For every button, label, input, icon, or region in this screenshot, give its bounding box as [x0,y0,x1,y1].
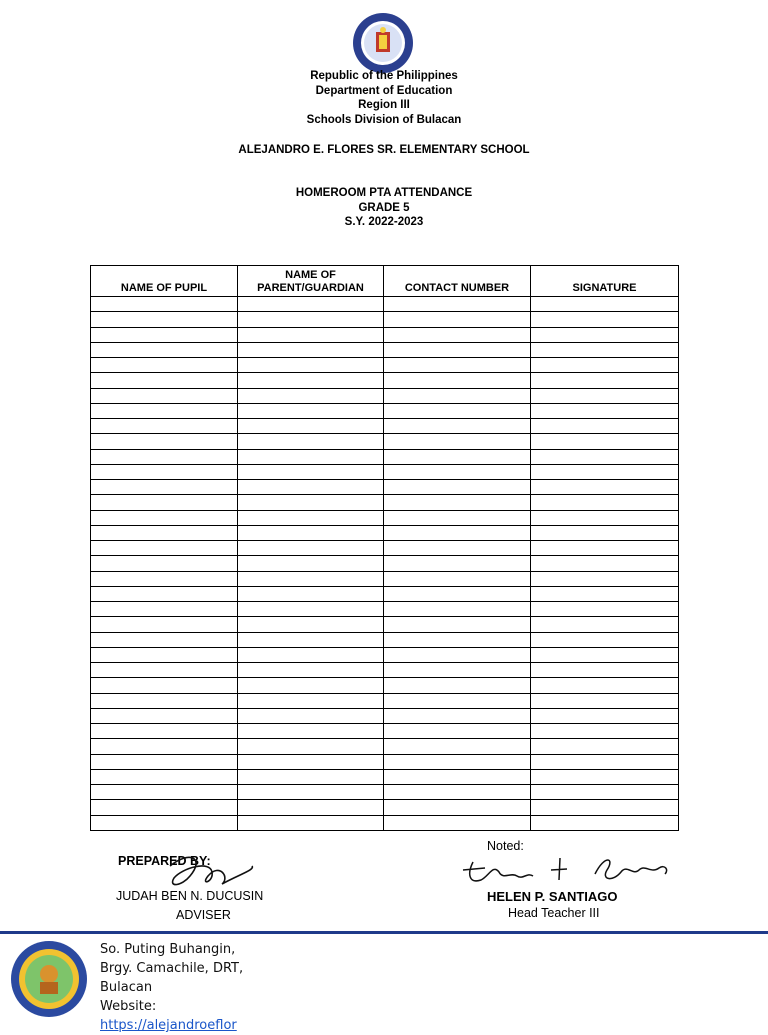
signature-cell [531,785,679,800]
table-header-row [91,266,679,297]
signature-cell [531,632,679,647]
table-row [91,708,679,723]
signature-cell [531,434,679,449]
parent-cell [238,388,384,403]
contact-cell [384,342,531,357]
table-row [91,480,679,495]
parent-cell [238,678,384,693]
parent-cell [238,510,384,525]
parent-cell [238,556,384,571]
contact-cell [384,403,531,418]
signature-cell [531,541,679,556]
table-row [91,571,679,586]
pupil-cell [91,769,238,784]
table-row [91,541,679,556]
parent-cell [238,358,384,373]
parent-cell [238,708,384,723]
address-line-3: Bulacan [100,980,153,995]
signature-cell [531,586,679,601]
table-row [91,342,679,357]
contact-cell [384,632,531,647]
parent-cell [238,769,384,784]
form-title: HOMEROOM PTA ATTENDANCE [295,187,473,199]
contact-cell [384,388,531,403]
pupil-cell [91,708,238,723]
pupil-cell [91,495,238,510]
signature-cell [531,708,679,723]
parent-cell [238,693,384,708]
signature-cell [531,419,679,434]
table-row [91,739,679,754]
table-row [91,724,679,739]
contact-cell [384,724,531,739]
address-line-1: So. Puting Buhangin, [100,942,236,957]
division-line: Schools Division of Bulacan [306,113,462,126]
pupil-cell [91,617,238,632]
signature-cell [531,312,679,327]
parent-cell [238,602,384,617]
pupil-cell [91,297,238,312]
signature-cell [531,495,679,510]
table-row [91,556,679,571]
contact-cell [384,358,531,373]
contact-cell [384,434,531,449]
pupil-cell [91,632,238,647]
footer-address [100,940,243,1035]
prepared-by-label: PREPARED BY: [118,854,211,868]
table-row [91,327,679,342]
table-row [91,678,679,693]
contact-cell [384,693,531,708]
school-year-line: S.Y. 2022-2023 [344,216,424,228]
contact-cell [384,602,531,617]
table-row [91,785,679,800]
contact-cell [384,297,531,312]
adviser-role: ADVISER [176,908,231,922]
pupil-cell [91,464,238,479]
signature-cell [531,693,679,708]
signature-cell [531,815,679,830]
signature-cell [531,525,679,540]
pupil-cell [91,647,238,662]
parent-cell [238,373,384,388]
parent-cell [238,419,384,434]
table-row [91,586,679,601]
adviser-name: JUDAH BEN N. DUCUSIN [116,889,264,903]
contact-cell [384,525,531,540]
pupil-cell [91,571,238,586]
pupil-cell [91,785,238,800]
signature-cell [531,342,679,357]
parent-cell [238,464,384,479]
pupil-cell [91,419,238,434]
contact-cell [384,663,531,678]
parent-cell [238,297,384,312]
pupil-cell [91,678,238,693]
pupil-cell [91,434,238,449]
signature-cell [531,358,679,373]
parent-cell [238,800,384,815]
pupil-cell [91,586,238,601]
table-row [91,663,679,678]
table-row [91,419,679,434]
form-title-block [0,186,768,230]
pupil-cell [91,602,238,617]
contact-cell [384,708,531,723]
table-row [91,632,679,647]
contact-cell [384,739,531,754]
parent-cell [238,312,384,327]
pupil-cell [91,312,238,327]
parent-cell [238,815,384,830]
contact-cell [384,815,531,830]
signature-cell [531,373,679,388]
parent-cell [238,434,384,449]
signature-cell [531,327,679,342]
parent-cell [238,480,384,495]
table-row [91,403,679,418]
table-row [91,647,679,662]
parent-cell [238,754,384,769]
column-header-contact: CONTACT NUMBER [384,266,531,297]
pupil-cell [91,800,238,815]
parent-cell [238,495,384,510]
signature-cell [531,571,679,586]
pupil-cell [91,373,238,388]
contact-cell [384,617,531,632]
parent-cell [238,724,384,739]
parent-cell [238,571,384,586]
grade-line: GRADE 5 [358,201,410,214]
pupil-cell [91,510,238,525]
parent-cell [238,785,384,800]
signature-cell [531,602,679,617]
signature-cell [531,754,679,769]
contact-cell [384,754,531,769]
contact-cell [384,480,531,495]
table-row [91,297,679,312]
signature-cell [531,769,679,784]
pupil-cell [91,388,238,403]
adviser-signature-scribble [160,848,260,898]
contact-cell [384,556,531,571]
republic-line: Republic of the Philippines [310,70,458,82]
deped-seal-logo [352,12,414,74]
website-label: Website: [100,999,157,1014]
department-line: Department of Education [315,84,453,97]
parent-cell [238,449,384,464]
table-row [91,754,679,769]
pupil-cell [91,327,238,342]
address-line-2: Brgy. Camachile, DRT, [100,961,244,976]
table-row [91,358,679,373]
pupil-cell [91,480,238,495]
parent-cell [238,327,384,342]
signature-cell [531,297,679,312]
signature-cell [531,464,679,479]
noted-label: Noted: [487,839,524,853]
signature-cell [531,663,679,678]
parent-cell [238,586,384,601]
column-header-parent: NAME OF PARENT/GUARDIAN [238,266,384,297]
school-name: ALEJANDRO E. FLORES SR. ELEMENTARY SCHOOL [238,144,530,156]
pupil-cell [91,724,238,739]
contact-cell [384,769,531,784]
pupil-cell [91,449,238,464]
table-row [91,510,679,525]
contact-cell [384,541,531,556]
table-row [91,693,679,708]
parent-cell [238,739,384,754]
parent-cell [238,525,384,540]
signature-cell [531,800,679,815]
head-teacher-signature-scribble [455,850,675,890]
signature-cell [531,739,679,754]
pupil-cell [91,663,238,678]
table-row [91,525,679,540]
pupil-cell [91,525,238,540]
signature-cell [531,480,679,495]
contact-cell [384,510,531,525]
column-header-signature: SIGNATURE [531,266,679,297]
head-teacher-name: HELEN P. SANTIAGO [487,889,618,904]
signature-cell [531,449,679,464]
signature-cell [531,678,679,693]
signature-cell [531,724,679,739]
contact-cell [384,678,531,693]
contact-cell [384,312,531,327]
table-row [91,312,679,327]
table-row [91,434,679,449]
parent-cell [238,342,384,357]
parent-cell [238,403,384,418]
contact-cell [384,571,531,586]
contact-cell [384,464,531,479]
table-row [91,495,679,510]
signature-cell [531,510,679,525]
table-row [91,602,679,617]
contact-cell [384,647,531,662]
column-header-pupil: NAME OF PUPIL [91,266,238,297]
table-row [91,373,679,388]
contact-cell [384,419,531,434]
signature-cell [531,617,679,632]
parent-cell [238,617,384,632]
table-row [91,800,679,815]
pupil-cell [91,358,238,373]
region-line: Region III [358,99,410,111]
signature-cell [531,403,679,418]
parent-cell [238,632,384,647]
contact-cell [384,327,531,342]
head-teacher-role: Head Teacher III [508,906,600,920]
signature-cell [531,388,679,403]
pupil-cell [91,739,238,754]
parent-cell [238,647,384,662]
signature-cell [531,647,679,662]
pupil-cell [91,541,238,556]
contact-cell [384,785,531,800]
school-logo [10,940,88,1018]
table-row [91,464,679,479]
pupil-cell [91,342,238,357]
signature-cell [531,556,679,571]
pupil-cell [91,556,238,571]
contact-cell [384,586,531,601]
contact-cell [384,373,531,388]
footer-divider [0,931,768,934]
table-row [91,388,679,403]
table-row [91,815,679,830]
contact-cell [384,449,531,464]
parent-cell [238,663,384,678]
pupil-cell [91,815,238,830]
table-row [91,617,679,632]
table-row [91,449,679,464]
attendance-table [90,265,679,831]
pupil-cell [91,693,238,708]
pupil-cell [91,754,238,769]
contact-cell [384,495,531,510]
table-row [91,769,679,784]
parent-cell [238,541,384,556]
pupil-cell [91,403,238,418]
website-link[interactable]: https://alejandroeflor [100,1018,237,1033]
contact-cell [384,800,531,815]
government-header [0,69,768,127]
